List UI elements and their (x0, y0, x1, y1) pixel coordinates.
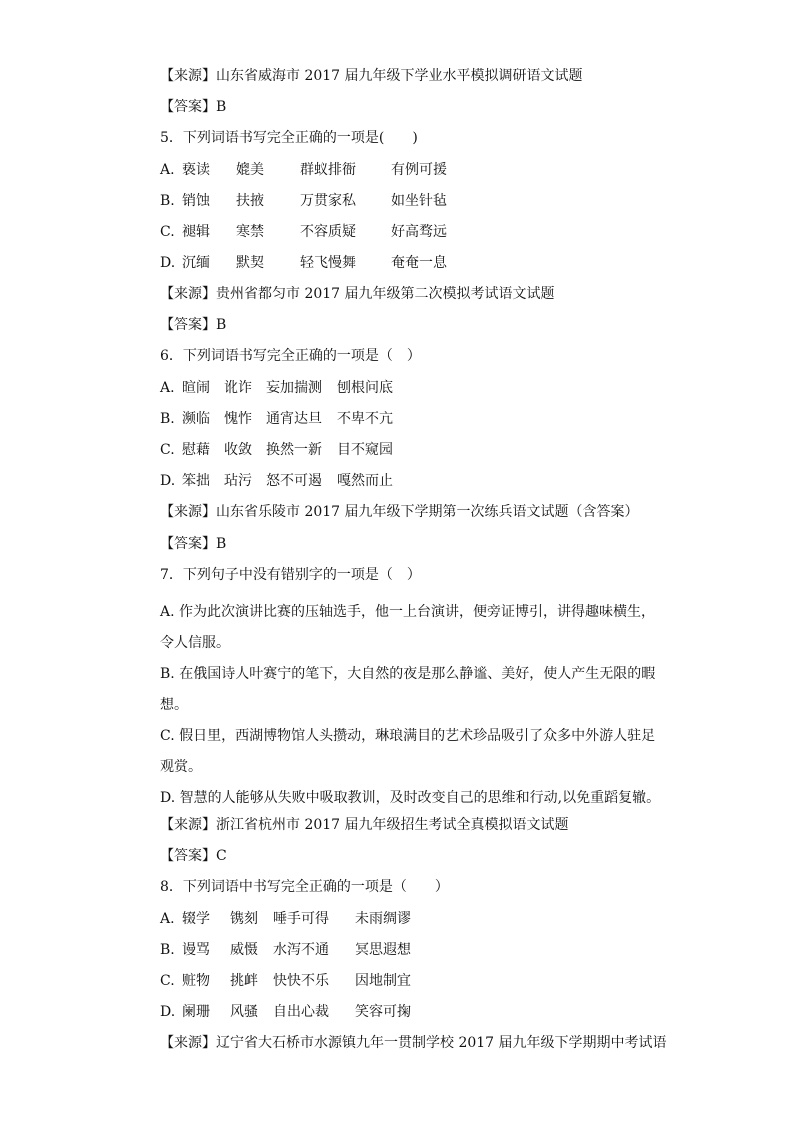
option-word: 群蚁排衙 (300, 162, 356, 178)
option-word: 镌刻 (230, 911, 258, 927)
answer-line: 【答案】C (160, 848, 227, 864)
option-label: B. (160, 942, 175, 958)
option-word: 褪辑 (182, 224, 210, 240)
option-label: C. (160, 973, 175, 989)
option-label: B. (160, 193, 175, 209)
option-word: 挑衅 (230, 973, 258, 989)
option-word: 寒禁 (236, 224, 264, 240)
option-paragraph (160, 597, 664, 659)
option-word: 冥思遐想 (355, 942, 411, 958)
option-word: 如坐针毡 (391, 193, 447, 209)
option-word: 不容质疑 (300, 224, 356, 240)
option-label: D. (160, 473, 176, 489)
option-word: 有例可援 (391, 162, 447, 178)
option-label: A. (160, 380, 175, 396)
source-line: 【来源】贵州省都匀市 2017 届九年级第二次模拟考试语文试题 (160, 286, 555, 302)
option-word: 笑容可掬 (355, 1004, 411, 1020)
option-word: 快快不乐 (273, 973, 329, 989)
option-paragraph (160, 783, 680, 814)
option-paragraph (160, 721, 664, 783)
option-label: C. (160, 224, 175, 240)
option-word: 愧怍 (224, 411, 252, 427)
option-word: 收敛 (224, 442, 252, 458)
option-word: 轻飞慢舞 (300, 255, 356, 271)
option-word: 万贯家私 (300, 193, 356, 209)
option-word: 沉缅 (182, 255, 210, 271)
option-word: 媲美 (236, 162, 264, 178)
option-word: 未雨绸谬 (355, 911, 411, 927)
option-label: D. (160, 1004, 176, 1020)
option-word: 威慑 (230, 942, 258, 958)
option-word: 不卑不亢 (337, 411, 393, 427)
option-word: 唾手可得 (273, 911, 329, 927)
answer-line: 【答案】B (160, 99, 227, 115)
source-line: 【来源】山东省乐陵市 2017 届九年级下学期第一次练兵语文试题（含答案） (160, 504, 639, 520)
option-paragraph (160, 659, 664, 721)
option-word: 慰藉 (182, 442, 210, 458)
option-text: 作为此次演讲比赛的压轴选手，他一上台演讲，便旁证博引，讲得趣味横生，令人信服。 (160, 604, 656, 651)
option-word: 通宵达旦 (266, 411, 322, 427)
option-word: 默契 (236, 255, 264, 271)
option-label: D. (160, 790, 176, 806)
option-text: 假日里，西湖博物馆人头攒动，琳琅满目的艺术珍品吸引了众多中外游人驻足观赏。 (160, 728, 656, 775)
source-line: 【来源】浙江省杭州市 2017 届九年级招生考试全真模拟语文试题 (160, 817, 569, 833)
option-label: A. (160, 162, 175, 178)
option-word: 水泻不通 (273, 942, 329, 958)
option-word: 自出心裁 (273, 1004, 329, 1020)
option-word: 换然一新 (266, 442, 322, 458)
option-word: 笨拙 (182, 473, 210, 489)
option-text: 智慧的人能够从失败中吸取教训，及时改变自己的思维和行动,以免重蹈复辙。 (179, 790, 661, 806)
option-word: 辍学 (182, 911, 210, 927)
option-word: 好高骛远 (391, 224, 447, 240)
option-word: 谩骂 (182, 942, 210, 958)
option-text: 在俄国诗人叶赛宁的笔下，大自然的夜是那么静谧、美好，使人产生无限的暇想。 (160, 666, 656, 713)
option-word: 濒临 (182, 411, 210, 427)
option-label: A. (160, 911, 175, 927)
option-word: 扶掖 (236, 193, 264, 209)
option-word: 嘎然而止 (337, 473, 393, 489)
question-stem: 5．下列词语书写完全正确的一项是( ) (160, 130, 418, 146)
source-line: 【来源】山东省威海市 2017 届九年级下学业水平模拟调研语文试题 (160, 68, 583, 84)
option-label: C. (160, 442, 175, 458)
option-word: 目不窥园 (337, 442, 393, 458)
option-word: 奄奄一息 (391, 255, 447, 271)
option-label: A. (160, 604, 175, 620)
option-word: 妄加揣测 (266, 380, 322, 396)
option-label: B. (160, 411, 175, 427)
option-word: 销蚀 (182, 193, 210, 209)
option-word: 阑珊 (182, 1004, 210, 1020)
option-label: C. (160, 728, 175, 744)
option-word: 风骚 (230, 1004, 258, 1020)
option-label: D. (160, 255, 176, 271)
option-word: 讹诈 (224, 380, 252, 396)
option-word: 因地制宜 (355, 973, 411, 989)
question-stem: 7．下列句子中没有错别字的一项是（ ） (160, 567, 421, 583)
option-word: 赃物 (182, 973, 210, 989)
question-stem: 8．下列词语中书写完全正确的一项是（ ） (160, 879, 449, 895)
option-word: 刨根问底 (337, 380, 393, 396)
answer-line: 【答案】B (160, 536, 227, 552)
option-word: 亵读 (182, 162, 210, 178)
option-label: B. (160, 666, 175, 682)
option-word: 玷污 (224, 473, 252, 489)
source-line: 【来源】辽宁省大石桥市水源镇九年一贯制学校 2017 届九年级下学期期中考试语 (160, 1035, 667, 1051)
option-word: 怒不可遏 (266, 473, 322, 489)
option-word: 暄闹 (182, 380, 210, 396)
answer-line: 【答案】B (160, 317, 227, 333)
question-stem: 6．下列词语书写完全正确的一项是（ ） (160, 348, 421, 364)
